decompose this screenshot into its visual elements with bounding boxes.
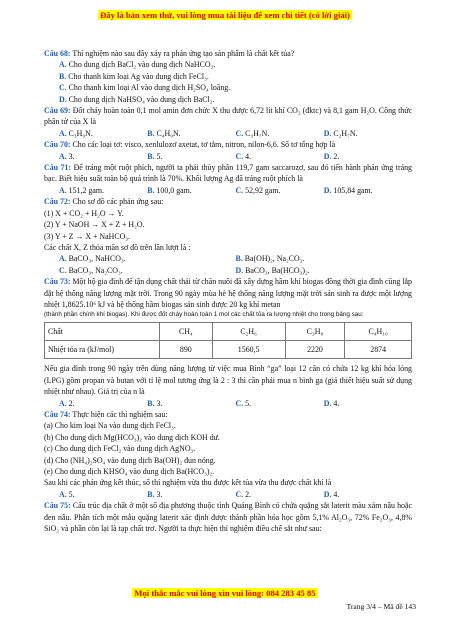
question-70 <box>44 139 412 150</box>
question-number: Câu 74: <box>44 409 71 419</box>
option-b <box>147 398 235 409</box>
experiment-b: (b) Cho dung dịch Mg(HCO₃)₂ vào dung dịch KOH dư. <box>44 432 220 442</box>
option-text: 4. <box>333 398 340 408</box>
option-label: C. <box>235 128 244 138</box>
experiment-a: (a) Cho kim loại Na vào dung dịch FeCl₃. <box>44 421 176 431</box>
options-row <box>44 265 412 276</box>
option-c <box>236 398 324 409</box>
table-header-row <box>45 323 412 341</box>
preview-banner <box>0 10 450 20</box>
option-b <box>147 151 235 162</box>
option-label: A. <box>59 185 67 195</box>
option-d <box>236 265 413 276</box>
experiment-d: (d) Cho (NH₄)₂SO₄ vào dung dịch Ba(OH)₂ đun nóng. <box>44 455 216 465</box>
table-cell: C₃H₈ <box>285 323 345 341</box>
question-number: Câu 69: <box>44 106 71 116</box>
question-73 <box>44 276 412 310</box>
question-text: Để tráng một ruột phích, người ta phải thủy phân 119,7 gam saccarozơ, sau đó tiến hành phản ứng tráng bạc. Biết hiệu suất toàn bộ quá trình là 70%. Khối lượng Ag đã tráng ruột phích là <box>44 163 412 184</box>
option-d <box>324 151 412 162</box>
options-row <box>44 253 412 264</box>
option-label: A. <box>59 489 67 499</box>
question-tail: Sau khi các phản ứng kết thúc, số thí nghiệm vừa thu được kết tủa vừa thu được chất khí là <box>44 478 332 488</box>
option-label: D. <box>323 489 332 499</box>
option-text: C₃H₇N. <box>245 128 270 138</box>
option-text: C₃H₉N. <box>68 128 93 138</box>
question-number: Câu 68: <box>44 49 71 58</box>
option-label: D. <box>323 151 332 161</box>
option-text: 3. <box>68 151 75 161</box>
table-cell: Chất <box>45 323 160 341</box>
reaction-1: (1) X + CO₂ + H₂O → Y. <box>44 208 124 218</box>
option-text: 5. <box>68 489 75 499</box>
option-b <box>147 489 235 500</box>
option-label: A. <box>59 398 67 408</box>
question-text: Một hộ gia đình để tận dụng chất thải từ chăn nuôi đã xây dựng hầm khí biogas đồng thời gia đình cũng lắp đặt hệ thống năng lượng mặt trời. Trong 90 ngày mùa hè hệ thống năng lượng mặt trời sản sinh ra được một lượng nhiệt 1,8625.10⁶ kJ và hệ thống hầm biogas sản sinh được 20 kg khí metan <box>44 277 412 309</box>
option-text: 3. <box>156 398 163 408</box>
option-text: 100,0 gam. <box>156 185 192 195</box>
option-b <box>44 71 412 82</box>
question-74 <box>44 409 412 420</box>
option-text: BaCO₃, Na₂CO₃. <box>68 265 123 275</box>
question-75 <box>44 500 412 534</box>
option-a <box>59 489 147 500</box>
question-text: Thực hiện các thí nghiệm sau: <box>72 409 168 419</box>
options-row <box>44 128 412 139</box>
question-text: Cấu trúc địa chất ở một số địa phương thuộc tỉnh Quảng Bình có chứa quặng sắt laterit màu xám nâu hoặc đen nâu. Phân tích một mẫu quặng laterit xác định được thành phần hóa học gồm 5,1% Al₂O₃, 72% Fe₂O₃, 4,8% SiO₂ và phần còn lại là tạp chất trơ. Người ta thực hiện thí nghiệm điều chế sắt như sau: <box>44 501 412 534</box>
option-label: B. <box>147 489 155 499</box>
heat-table <box>44 322 412 359</box>
option-d <box>44 94 412 105</box>
table-cell: Nhiệt tỏa ra (kJ/mol) <box>45 341 160 359</box>
option-text: 2. <box>245 489 252 499</box>
option-a <box>59 398 147 409</box>
option-text: 5. <box>245 398 252 408</box>
option-text: 3. <box>156 489 163 499</box>
option-text: 4. <box>333 489 340 499</box>
option-label: D. <box>323 128 332 138</box>
option-text: 2. <box>68 398 75 408</box>
option-label: A. <box>59 151 67 161</box>
option-a <box>44 59 412 70</box>
question-71 <box>44 162 412 185</box>
option-a <box>59 151 147 162</box>
question-note: (thành phần chính khí biogas). Khi được đốt cháy hoàn toàn 1 mol các chất tỏa ra lượng nhiệt cho trong bảng sau: <box>44 311 364 319</box>
options-row <box>44 398 412 409</box>
option-c <box>236 185 324 196</box>
option-label: C. <box>235 398 244 408</box>
table-cell: CH₄ <box>160 323 213 341</box>
options-row <box>44 185 412 196</box>
option-c <box>59 265 236 276</box>
reaction-2: (2) Y + NaOH → X + Z + H₂O. <box>44 220 145 230</box>
option-b <box>236 253 413 264</box>
option-c <box>236 489 324 500</box>
option-label: B. <box>147 398 155 408</box>
option-d <box>324 398 412 409</box>
option-label: D. <box>323 185 332 195</box>
option-text: Cho thanh kim loại Al vào dung dịch H₂SO₄ loãng. <box>68 83 231 93</box>
option-label: A. <box>59 254 67 264</box>
options-row <box>44 151 412 162</box>
question-text: Cho các loại tơ: visco, xenlulozơ axetat, tơ tằm, nitron, nilon-6,6. Số tơ tổng hợp là <box>72 140 336 150</box>
question-text: Thí nghiệm nào sau đây xảy ra phản ứng tạo sản phẩm là chất kết tủa? <box>72 49 295 58</box>
option-label: B. <box>59 71 67 81</box>
question-text: Cho sơ đồ các phản ứng sau: <box>72 197 164 207</box>
question-number: Câu 75: <box>44 501 71 511</box>
table-cell: 890 <box>160 341 213 359</box>
option-label: D. <box>323 398 332 408</box>
question-68 <box>44 48 412 59</box>
option-a <box>59 128 147 139</box>
question-text: Đốt cháy hoàn toàn 0,1 mol amin đơn chức X thu được 6,72 lít khí CO₂ (đktc) và 8,1 gam H₂O. Công thức phân tử của X là <box>44 106 412 127</box>
preview-banner-text: Đây là bản xem thử, vui lòng mua tài liệu để xem chi tiết (có lời giải) <box>100 10 350 20</box>
question-tail: Các chất X, Z thỏa mãn sơ đồ trên lần lượt là : <box>44 242 191 252</box>
table-cell: 2220 <box>285 341 345 359</box>
reaction-3: (3) Y + Z → X + NaHCO₃. <box>44 231 131 241</box>
option-c <box>44 82 412 93</box>
option-label: C. <box>235 489 244 499</box>
option-text: 2. <box>333 151 340 161</box>
option-c <box>236 151 324 162</box>
question-text-continued: Nếu gia đình trong 90 ngày trên dùng năng lượng từ việc mua Bình “ga” loại 12 cân có chứa 12 kg khí hóa lỏng (LPG) gồm propan và butan với tỉ lệ mol tương ứng là 2 : 3 thì cần phải mua n bình ga (giả thiết hiệu suất sử dụng nhiệt như nhau). Giá trị của n là <box>44 364 412 397</box>
exam-content <box>44 48 412 534</box>
option-text: BaCO₃, Ba(HCO₃)₂. <box>245 265 310 275</box>
question-number: Câu 73: <box>44 277 71 287</box>
option-label: D. <box>59 94 67 104</box>
option-label: B. <box>147 128 155 138</box>
options-row <box>44 489 412 500</box>
option-text: 52,92 gam. <box>245 185 281 195</box>
contact-banner-text: Mọi thắc mắc vui lòng xin vui lòng: 084 283 45 85 <box>134 588 316 598</box>
option-label: C. <box>59 83 67 93</box>
option-text: Ba(OH)₂, Na₂CO₃. <box>244 254 305 264</box>
experiment-c: (c) Cho dung dịch FeCl₂ vào dung dịch AgNO₃. <box>44 444 196 454</box>
option-label: C. <box>235 151 244 161</box>
option-c <box>236 128 324 139</box>
option-text: Cho thanh kim loại Ag vào dung dịch FeCl₃. <box>68 71 209 81</box>
table-row <box>45 341 412 359</box>
option-label: C. <box>59 265 67 275</box>
experiment-e: (e) Cho dung dịch KHSO₄ vào dung dịch Ba(HCO₃)₂. <box>44 467 215 476</box>
option-a <box>59 253 236 264</box>
option-text: 105,84 gam. <box>333 185 373 195</box>
option-text: 151,2 gam. <box>68 185 104 195</box>
option-text: 5. <box>156 151 163 161</box>
table-cell: 1560,5 <box>212 341 285 359</box>
option-text: 4. <box>245 151 252 161</box>
question-number: Câu 70: <box>44 140 71 150</box>
question-number: Câu 71: <box>44 163 72 173</box>
question-69 <box>44 105 412 128</box>
option-a <box>59 185 147 196</box>
table-cell: C₂H₆ <box>212 323 285 341</box>
option-label: C. <box>235 185 244 195</box>
option-label: A. <box>59 60 67 70</box>
option-b <box>147 185 235 196</box>
contact-banner <box>0 588 450 598</box>
option-label: D. <box>235 265 244 275</box>
option-label: B. <box>235 254 243 264</box>
option-text: Cho dung dịch BaCl₂ vào dung dịch NaHCO₃. <box>68 60 216 70</box>
option-d <box>324 185 412 196</box>
question-72 <box>44 196 412 207</box>
option-text: C₂H₇N. <box>333 128 358 138</box>
option-d <box>324 128 412 139</box>
option-text: BaCO₃, NaHCO₃. <box>68 254 126 264</box>
option-text: Cho dung dịch NaHSO₄ vào dung dịch BaCl₂. <box>68 94 215 104</box>
option-d <box>324 489 412 500</box>
option-label: B. <box>147 151 155 161</box>
page-footer: Trang 3/4 – Mã đề 143 <box>346 602 416 611</box>
option-label: A. <box>59 128 67 138</box>
question-number: Câu 72: <box>44 197 71 207</box>
option-b <box>147 128 235 139</box>
table-cell: C₄H₁₀ <box>345 323 412 341</box>
option-text: C₄H₉N. <box>156 128 181 138</box>
option-label: B. <box>147 185 155 195</box>
table-cell: 2874 <box>345 341 412 359</box>
